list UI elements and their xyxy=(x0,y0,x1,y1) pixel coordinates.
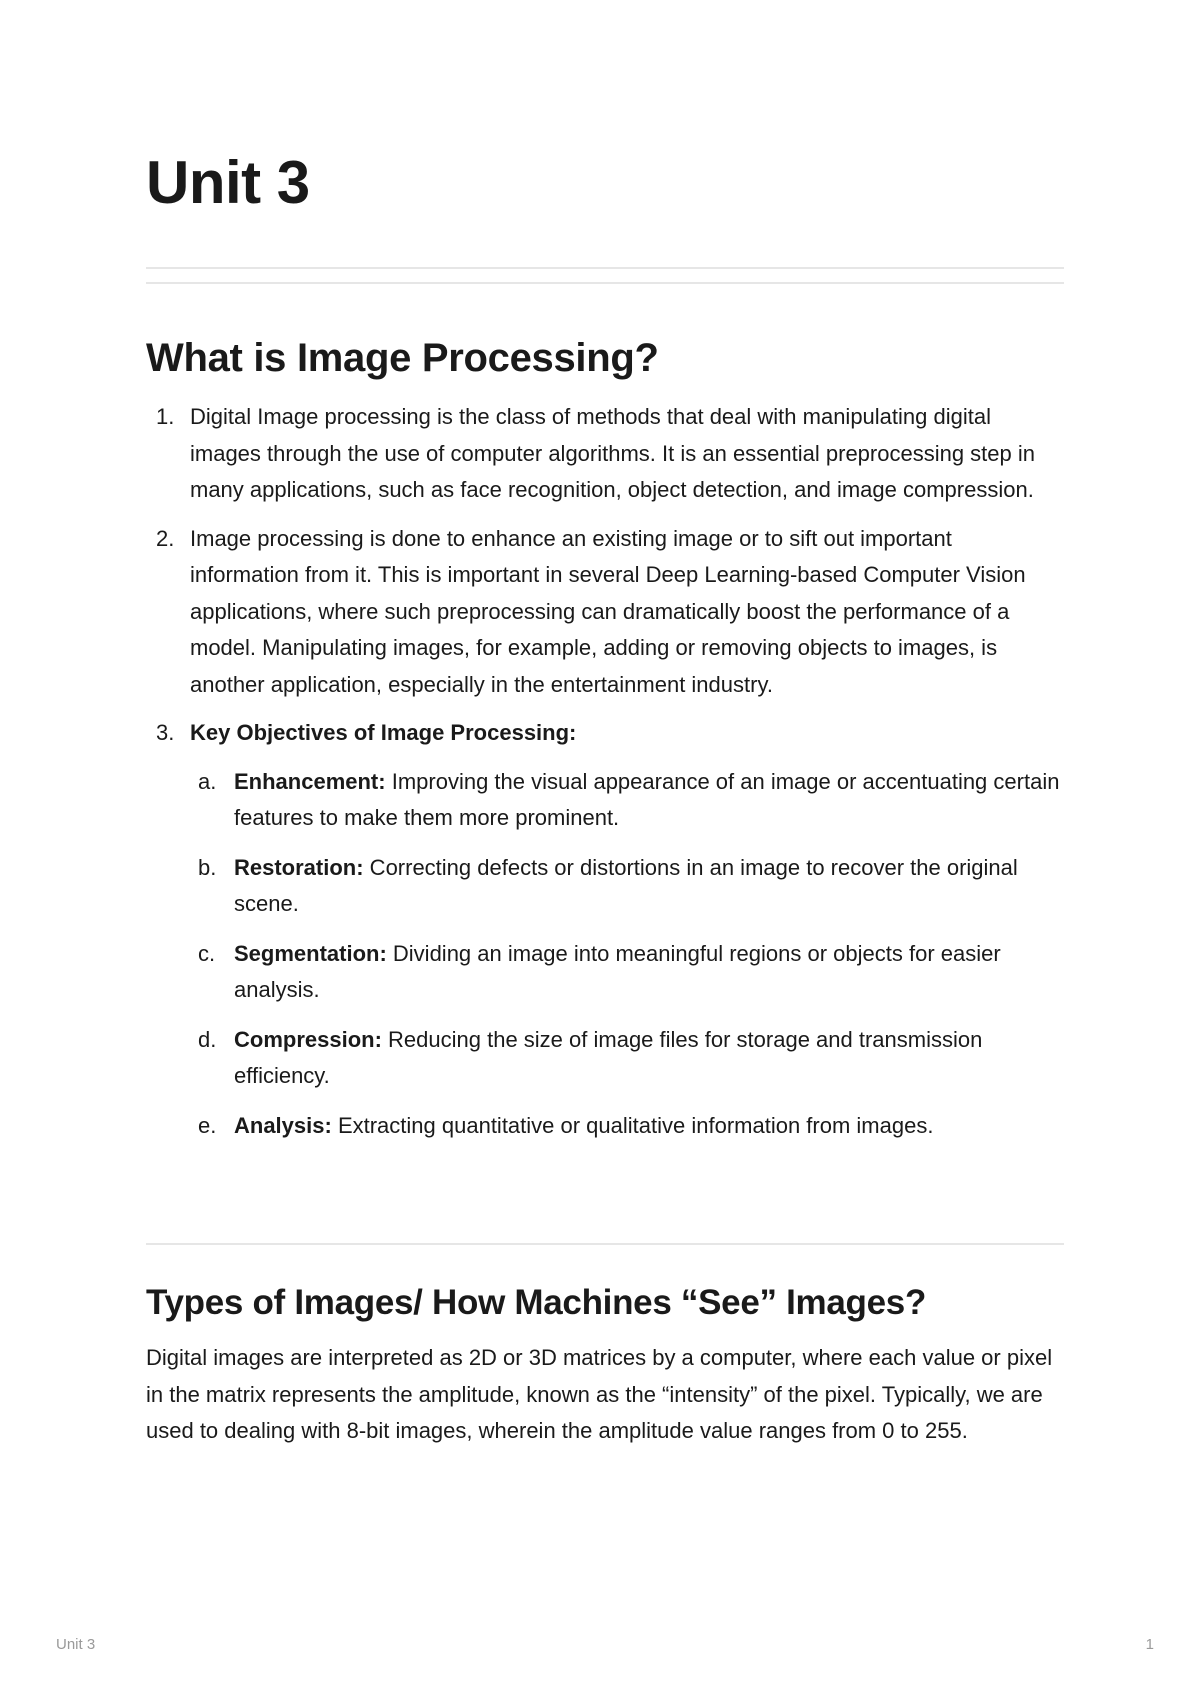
list-marker: a. xyxy=(198,768,217,794)
types-of-images-paragraph: Digital images are interpreted as 2D or 3D matrices by a computer, where each value or pixel in the matrix represents the amplitude, known as the “intensity” of the pixel. Typically, we are used to dealing with 8-bit images, wherein the amplitude value ranges from 0 to 255. xyxy=(146,1345,1053,1443)
list-marker: b. xyxy=(198,854,217,880)
objective-item-restoration xyxy=(190,850,1064,923)
objective-term: Analysis: xyxy=(234,1112,332,1138)
objective-text: Dividing an image into meaningful regions or objects for easier analysis. xyxy=(234,940,1001,1002)
footer-document-title: Unit 3 xyxy=(56,1636,96,1653)
list-item xyxy=(146,521,1064,704)
objective-term: Segmentation: xyxy=(234,940,387,966)
objectives-heading: Key Objectives of Image Processing: xyxy=(190,720,577,745)
section-divider xyxy=(146,1243,1064,1245)
objective-text: Reducing the size of image files for storage and transmission efficiency. xyxy=(234,1026,983,1088)
list-item xyxy=(146,399,1064,509)
objectives-list xyxy=(190,764,1064,1145)
objective-text: Extracting quantitative or qualitative information from images. xyxy=(331,1112,934,1138)
objective-text: Improving the visual appearance of an image or accentuating certain features to make them more prominent. xyxy=(234,768,1060,830)
list-marker: d. xyxy=(198,1026,217,1052)
section-heading-types-of-images: Types of Images/ How Machines “See” Images? xyxy=(146,1283,927,1322)
list-item xyxy=(146,715,1064,1144)
list-item-text: Digital Image processing is the class of methods that deal with manipulating digital images through the use of computer algorithms. It is an essential preprocessing step in many applications, such as face recognition, object detection, and image compression. xyxy=(190,404,1036,502)
objective-term: Restoration: xyxy=(234,854,364,880)
list-marker: e. xyxy=(198,1112,217,1138)
title-divider-top xyxy=(146,267,1064,269)
list-item-text: Image processing is done to enhance an existing image or to sift out important information from it. This is important in several Deep Learning-based Computer Vision applications, where such preprocessing can dramatically boost the performance of a model. Manipulating images, for example, adding or removing objects to images, is another application, especially in the entertainment industry. xyxy=(190,525,1026,697)
objective-item-segmentation xyxy=(190,936,1064,1009)
list-marker: c. xyxy=(198,940,216,966)
section-heading-image-processing: What is Image Processing? xyxy=(146,336,659,380)
objective-item-analysis xyxy=(190,1108,1064,1145)
objective-text: Correcting defects or distortions in an image to recover the original scene. xyxy=(234,854,1018,916)
objective-item-enhancement xyxy=(190,764,1064,837)
list-marker: 2. xyxy=(156,525,175,551)
footer-page-number: 1 xyxy=(1145,1636,1154,1653)
objective-term: Enhancement: xyxy=(234,768,386,794)
list-marker: 1. xyxy=(156,404,175,429)
image-processing-list xyxy=(146,399,1064,1144)
objective-term: Compression: xyxy=(234,1026,382,1052)
title-divider-bottom xyxy=(146,282,1064,284)
list-marker: 3. xyxy=(156,720,175,745)
page-title: Unit 3 xyxy=(146,149,310,216)
objective-item-compression xyxy=(190,1022,1064,1095)
